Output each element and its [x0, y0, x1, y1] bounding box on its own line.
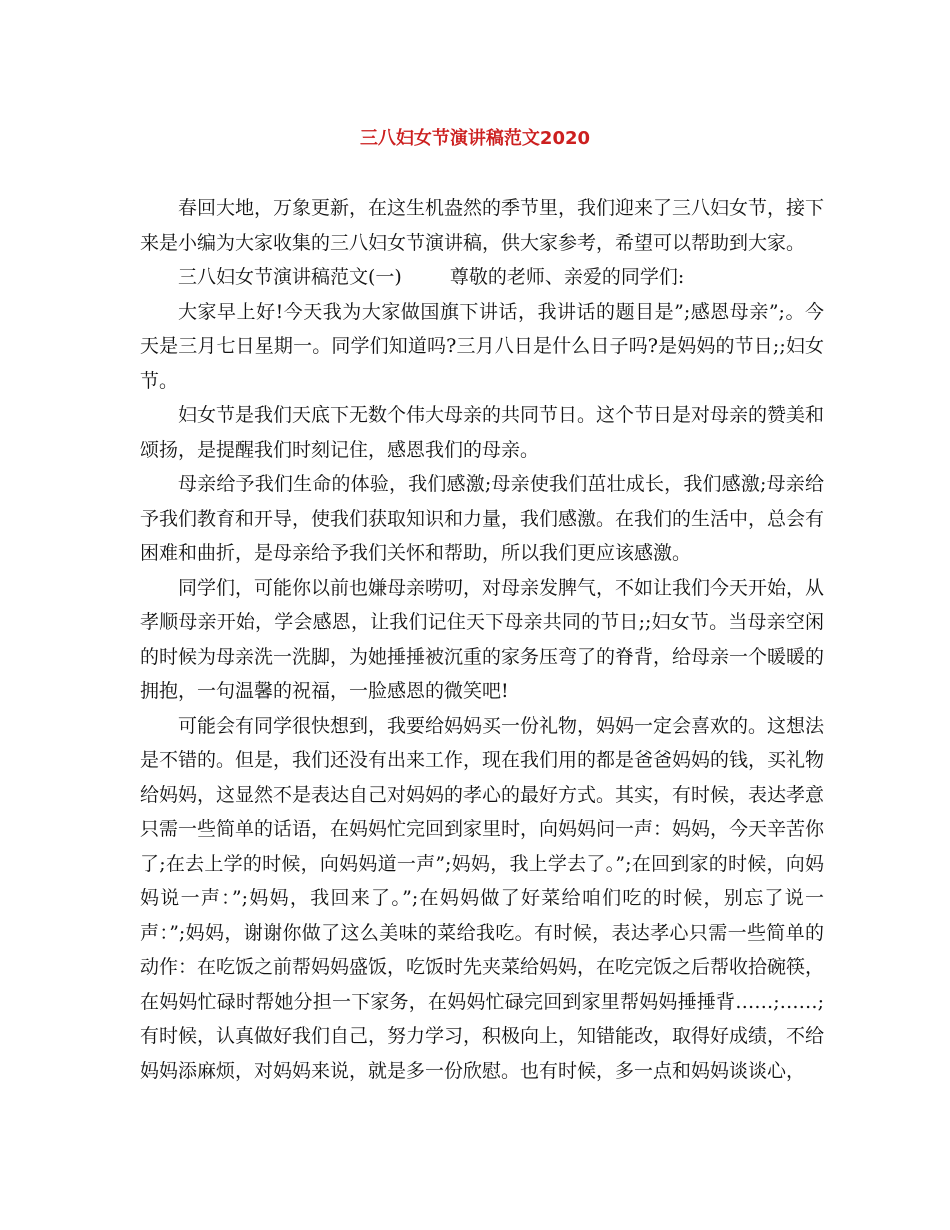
body-paragraph: 可能会有同学很快想到，我要给妈妈买一份礼物，妈妈一定会喜欢的。这想法是不错的。但是，我们还没有出来工作，现在我们用的都是爸爸妈妈的钱，买礼物给妈妈，这显然不是表达自己对妈妈的孝心的最好方式。其实，有时候，表达孝意只需一些简单的话语，在妈妈忙完回到家里时，向妈妈问一声：妈妈，今天辛苦你了;在去上学的时候，向妈妈道一声”;妈妈，我上学去了。”;在回到家的时候，向妈妈说一声：”;妈妈，我回来了。”;在妈妈做了好菜给咱们吃的时候，别忘了说一声：”;妈妈，谢谢你做了这么美味的菜给我吃。有时候，表达孝心只需一些简单的动作：在吃饭之前帮妈妈盛饭，吃饭时先夹菜给妈妈，在吃完饭之后帮收拾碗筷，在妈妈忙碌时帮她分担一下家务，在妈妈忙碌完回到家里帮妈妈捶捶背……;……;有时候，认真做好我们自己，努力学习，积极向上，知错能改，取得好成绩，不给妈妈添麻烦，对妈妈来说，就是多一份欣慰。也有时候，多一点和妈妈谈谈心， [140, 714, 825, 1082]
greeting: 尊敬的老师、亲爱的同学们: [449, 266, 685, 288]
section-heading [140, 260, 824, 295]
body-paragraph: 同学们，可能你以前也嫌母亲唠叨，对母亲发脾气，不如让我们今天开始，从孝顺母亲开始，学会感恩，让我们记住天下母亲共同的节日;;妇女节。当母亲空闲的时候为母亲洗一洗脚，为她捶捶被沉重的家务压弯了的脊背，给母亲一个暖暖的拥抱，一句温馨的祝福，一脸感恩的微笑吧! [140, 576, 825, 702]
document-body [140, 191, 824, 1088]
body-paragraph: 大家早上好!今天我为大家做国旗下讲话，我讲话的题目是”;感恩母亲”;。今天是三月七日星期一。同学们知道吗?三月八日是什么日子吗?是妈妈的节日;;妇女节。 [140, 300, 824, 392]
section-title: 三八妇女节演讲稿范文(一) [178, 266, 402, 288]
body-paragraph: 母亲给予我们生命的体验，我们感激;母亲使我们茁壮成长，我们感激;母亲给予我们教育和开导，使我们获取知识和力量，我们感激。在我们的生活中，总会有困难和曲折，是母亲给予我们关怀和帮助，所以我们更应该感激。 [140, 473, 825, 564]
page-title: 三八妇女节演讲稿范文2020 [359, 128, 591, 149]
body-paragraph: 妇女节是我们天底下无数个伟大母亲的共同节日。这个节日是对母亲的赞美和颂扬，是提醒我们时刻记住，感恩我们的母亲。 [140, 404, 825, 461]
intro-paragraph: 春回大地，万象更新，在这生机盎然的季节里，我们迎来了三八妇女节，接下来是小编为大家收集的三八妇女节演讲稿，供大家参考，希望可以帮助到大家。 [140, 197, 825, 254]
